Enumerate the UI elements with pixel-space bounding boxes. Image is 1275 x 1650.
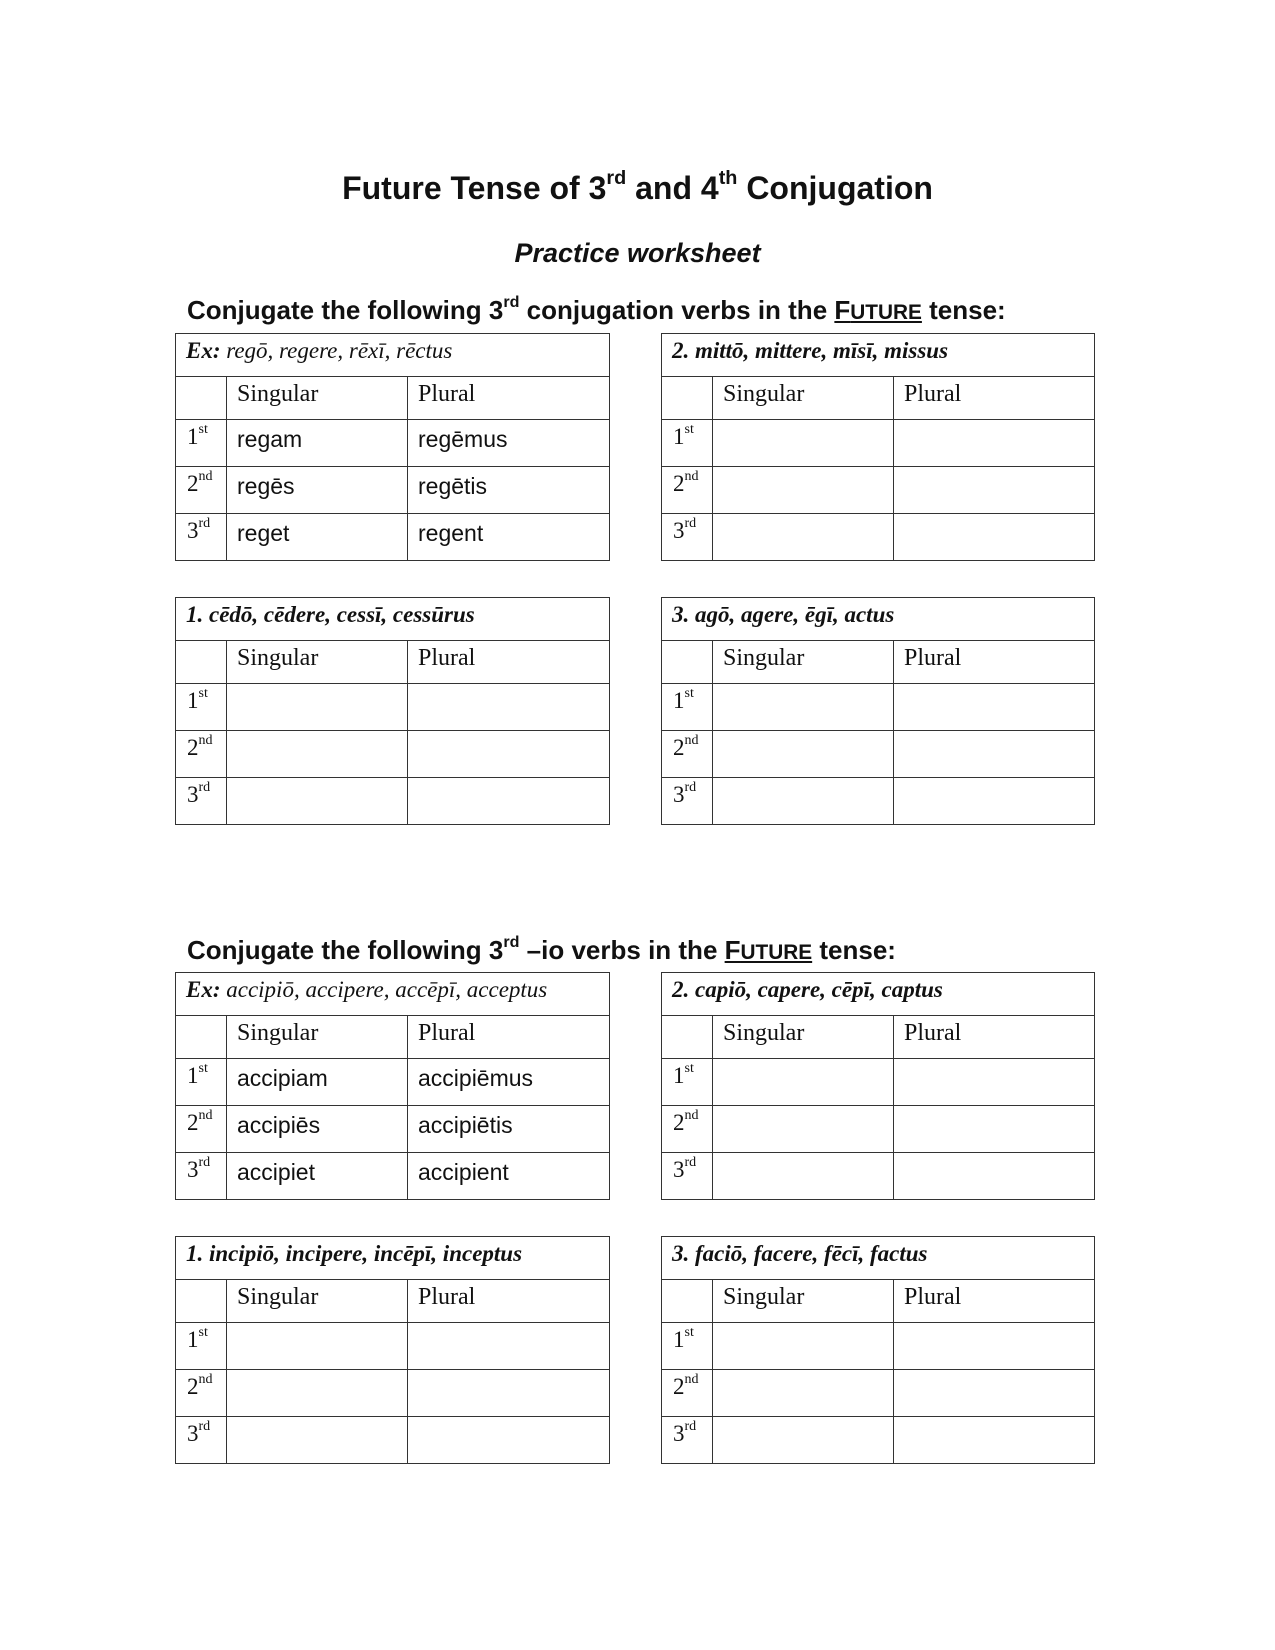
table-heading: 2. mittō, mittere, mīsī, missus (662, 334, 1095, 377)
page-title: Future Tense of 3rd and 4th Conjugation (342, 167, 933, 206)
person-label-1st: 1st (662, 1059, 713, 1106)
conjugation-table-incipio (175, 1236, 610, 1464)
answer-cell-plural-1[interactable] (408, 684, 610, 731)
answer-cell-singular-2[interactable] (227, 731, 408, 778)
table-heading: Ex: regō, regere, rēxī, rēctus (176, 334, 610, 377)
person-label-1st: 1st (176, 684, 227, 731)
column-header-plural: Plural (894, 1280, 1095, 1323)
answer-cell-plural-2[interactable] (894, 1106, 1095, 1153)
answer-cell-plural-1: regēmus (408, 420, 610, 467)
person-label-2nd: 2nd (176, 1106, 227, 1153)
column-header-singular: Singular (713, 377, 894, 420)
answer-cell-singular-3: reget (227, 514, 408, 561)
answer-cell-plural-3: regent (408, 514, 610, 561)
answer-cell-singular-1[interactable] (713, 1059, 894, 1106)
answer-cell-plural-2: regētis (408, 467, 610, 514)
person-label-3rd: 3rd (176, 1417, 227, 1464)
column-header-plural: Plural (408, 377, 610, 420)
corner-cell (662, 377, 713, 420)
person-label-3rd: 3rd (662, 1417, 713, 1464)
answer-cell-plural-1[interactable] (894, 684, 1095, 731)
column-header-singular: Singular (227, 1280, 408, 1323)
person-label-1st: 1st (176, 420, 227, 467)
column-header-singular: Singular (713, 1016, 894, 1059)
person-label-3rd: 3rd (176, 1153, 227, 1200)
answer-cell-singular-3[interactable] (713, 778, 894, 825)
column-header-singular: Singular (713, 641, 894, 684)
answer-cell-singular-3[interactable] (713, 1417, 894, 1464)
corner-cell (176, 1016, 227, 1059)
person-label-3rd: 3rd (176, 514, 227, 561)
table-heading: Ex: accipiō, accipere, accēpī, acceptus (176, 973, 610, 1016)
person-label-1st: 1st (662, 684, 713, 731)
answer-cell-singular-1[interactable] (713, 684, 894, 731)
answer-cell-plural-2: accipiētis (408, 1106, 610, 1153)
column-header-plural: Plural (408, 1016, 610, 1059)
answer-cell-plural-1[interactable] (894, 420, 1095, 467)
answer-cell-singular-1: accipiam (227, 1059, 408, 1106)
column-header-singular: Singular (713, 1280, 894, 1323)
table-heading: 2. capiō, capere, cēpī, captus (662, 973, 1095, 1016)
person-label-2nd: 2nd (662, 1106, 713, 1153)
corner-cell (176, 1280, 227, 1323)
table-heading: 1. cēdō, cēdere, cessī, cessūrus (176, 598, 610, 641)
conjugation-table-example-rego (175, 333, 610, 561)
conjugation-table-facio (661, 1236, 1095, 1464)
conjugation-table-capio (661, 972, 1095, 1200)
column-header-plural: Plural (408, 641, 610, 684)
person-label-2nd: 2nd (662, 731, 713, 778)
person-label-2nd: 2nd (662, 1370, 713, 1417)
answer-cell-plural-3[interactable] (894, 514, 1095, 561)
answer-cell-plural-3[interactable] (894, 778, 1095, 825)
corner-cell (176, 377, 227, 420)
answer-cell-singular-3[interactable] (227, 778, 408, 825)
column-header-plural: Plural (894, 377, 1095, 420)
column-header-singular: Singular (227, 377, 408, 420)
column-header-plural: Plural (894, 641, 1095, 684)
answer-cell-singular-2: accipiēs (227, 1106, 408, 1153)
person-label-3rd: 3rd (662, 514, 713, 561)
answer-cell-singular-3: accipiet (227, 1153, 408, 1200)
page-subtitle: Practice worksheet (514, 238, 761, 268)
answer-cell-plural-2[interactable] (408, 731, 610, 778)
answer-cell-plural-1[interactable] (894, 1059, 1095, 1106)
table-heading: 1. incipiō, incipere, incēpī, inceptus (176, 1237, 610, 1280)
answer-cell-singular-3[interactable] (713, 514, 894, 561)
column-header-plural: Plural (408, 1280, 610, 1323)
person-label-2nd: 2nd (662, 467, 713, 514)
answer-cell-singular-2[interactable] (713, 1106, 894, 1153)
answer-cell-singular-2[interactable] (713, 1370, 894, 1417)
person-label-1st: 1st (176, 1059, 227, 1106)
corner-cell (662, 1280, 713, 1323)
person-label-1st: 1st (662, 1323, 713, 1370)
section-instruction-io-verbs: Conjugate the following 3rd –io verbs in the FUTURE tense: (187, 932, 896, 965)
answer-cell-plural-1: accipiēmus (408, 1059, 610, 1106)
column-header-singular: Singular (227, 1016, 408, 1059)
answer-cell-singular-1[interactable] (227, 1323, 408, 1370)
answer-cell-plural-3[interactable] (408, 1417, 610, 1464)
table-heading: 3. agō, agere, ēgī, actus (662, 598, 1095, 641)
answer-cell-singular-2: regēs (227, 467, 408, 514)
conjugation-table-ago (661, 597, 1095, 825)
answer-cell-plural-3: accipient (408, 1153, 610, 1200)
answer-cell-plural-3[interactable] (894, 1153, 1095, 1200)
person-label-2nd: 2nd (176, 731, 227, 778)
person-label-3rd: 3rd (662, 778, 713, 825)
person-label-1st: 1st (662, 420, 713, 467)
answer-cell-singular-1[interactable] (713, 420, 894, 467)
conjugation-table-example-accipio (175, 972, 610, 1200)
answer-cell-singular-1[interactable] (227, 684, 408, 731)
column-header-plural: Plural (894, 1016, 1095, 1059)
answer-cell-singular-2[interactable] (227, 1370, 408, 1417)
answer-cell-singular-2[interactable] (713, 731, 894, 778)
conjugation-table-cedo (175, 597, 610, 825)
answer-cell-plural-3[interactable] (408, 778, 610, 825)
person-label-3rd: 3rd (662, 1153, 713, 1200)
column-header-singular: Singular (227, 641, 408, 684)
answer-cell-singular-3[interactable] (713, 1153, 894, 1200)
answer-cell-plural-1[interactable] (408, 1323, 610, 1370)
answer-cell-plural-1[interactable] (894, 1323, 1095, 1370)
answer-cell-plural-2[interactable] (894, 1370, 1095, 1417)
answer-cell-plural-2[interactable] (894, 731, 1095, 778)
corner-cell (662, 1016, 713, 1059)
answer-cell-singular-3[interactable] (227, 1417, 408, 1464)
answer-cell-singular-1[interactable] (713, 1323, 894, 1370)
corner-cell (662, 641, 713, 684)
corner-cell (176, 641, 227, 684)
person-label-2nd: 2nd (176, 467, 227, 514)
person-label-1st: 1st (176, 1323, 227, 1370)
section-instruction-third-conjugation: Conjugate the following 3rd conjugation verbs in the FUTURE tense: (187, 292, 1006, 325)
answer-cell-plural-3[interactable] (894, 1417, 1095, 1464)
person-label-3rd: 3rd (176, 778, 227, 825)
answer-cell-plural-2[interactable] (894, 467, 1095, 514)
conjugation-table-mitto (661, 333, 1095, 561)
person-label-2nd: 2nd (176, 1370, 227, 1417)
answer-cell-singular-1: regam (227, 420, 408, 467)
answer-cell-singular-2[interactable] (713, 467, 894, 514)
table-heading: 3. faciō, facere, fēcī, factus (662, 1237, 1095, 1280)
answer-cell-plural-2[interactable] (408, 1370, 610, 1417)
